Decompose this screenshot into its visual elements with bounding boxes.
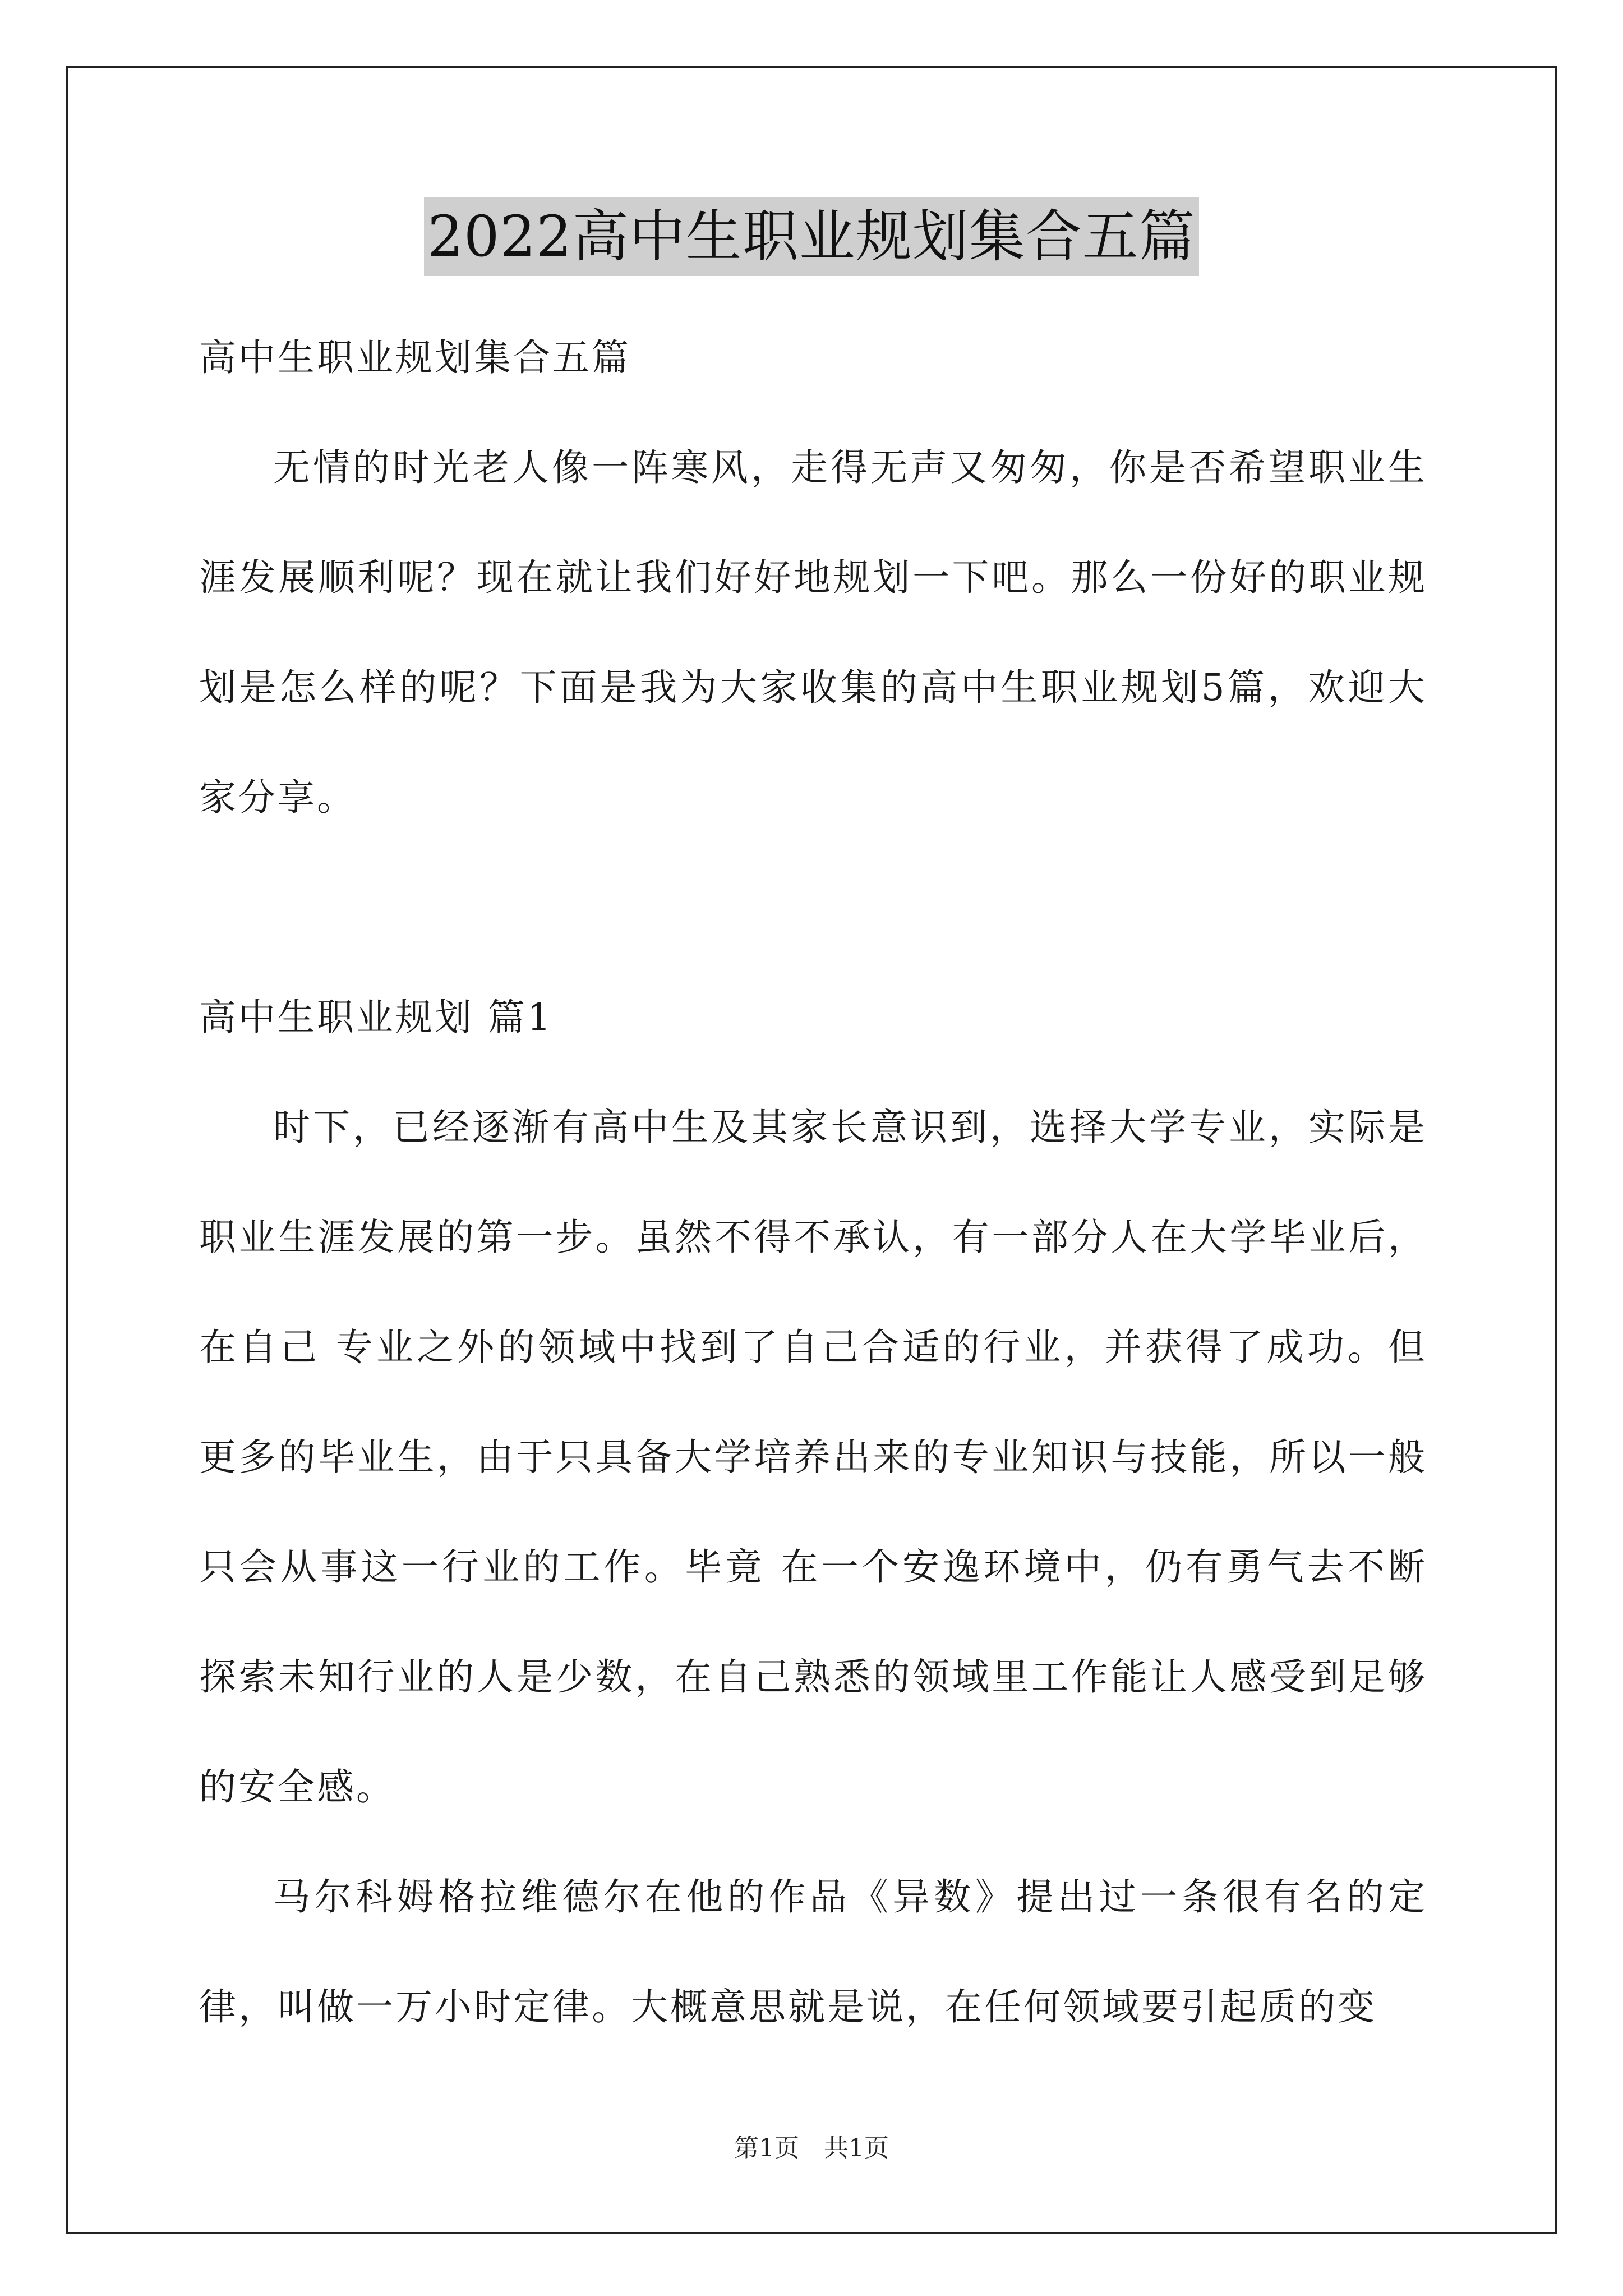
- section-heading: 高中生职业规划 篇1: [199, 996, 553, 1039]
- intro-paragraph: 无情的时光老人像一阵寒风，走得无声又匆匆，你是否希望职业生涯发展顺利呢？现在就让我们好好地规划一下吧。那么一份好的职业规划是怎么样的呢？下面是我为大家收集的高中生职业规划5篇，欢迎大家分享。: [199, 446, 1427, 819]
- body-paragraph: 马尔科姆格拉维德尔在他的作品《异数》提出过一条很有名的定律，叫做一万小时定律。大概意思就是说，在任何领域要引起质的变: [199, 1875, 1427, 2028]
- document-title: 2022高中生职业规划集合五篇: [424, 197, 1199, 276]
- title-container: [0, 197, 1623, 276]
- document-body: [199, 303, 1427, 2062]
- page-footer: [0, 2132, 1623, 2165]
- page-total-label: 共1页: [824, 2134, 889, 2162]
- section-spacer: [199, 853, 1427, 963]
- body-paragraph: 时下，已经逐渐有高中生及其家长意识到，选择大学专业，实际是职业生涯发展的第一步。虽然不得不承认，有一部分人在大学毕业后，在自己 专业之外的领域中找到了自己合适的行业，并获得了成功。但更多的毕业生，由于只具备大学培养出来的专业知识与技能，所以一般只会从事这一行业的工作。毕竟 在一个安逸环境中，仍有勇气去不断探索未知行业的人是少数，在自己熟悉的领域里工作能让人感受到足够的安全感。: [199, 1106, 1427, 1809]
- document-subtitle: 高中生职业规划集合五篇: [199, 336, 631, 379]
- page-number-label: 第1页: [734, 2134, 799, 2162]
